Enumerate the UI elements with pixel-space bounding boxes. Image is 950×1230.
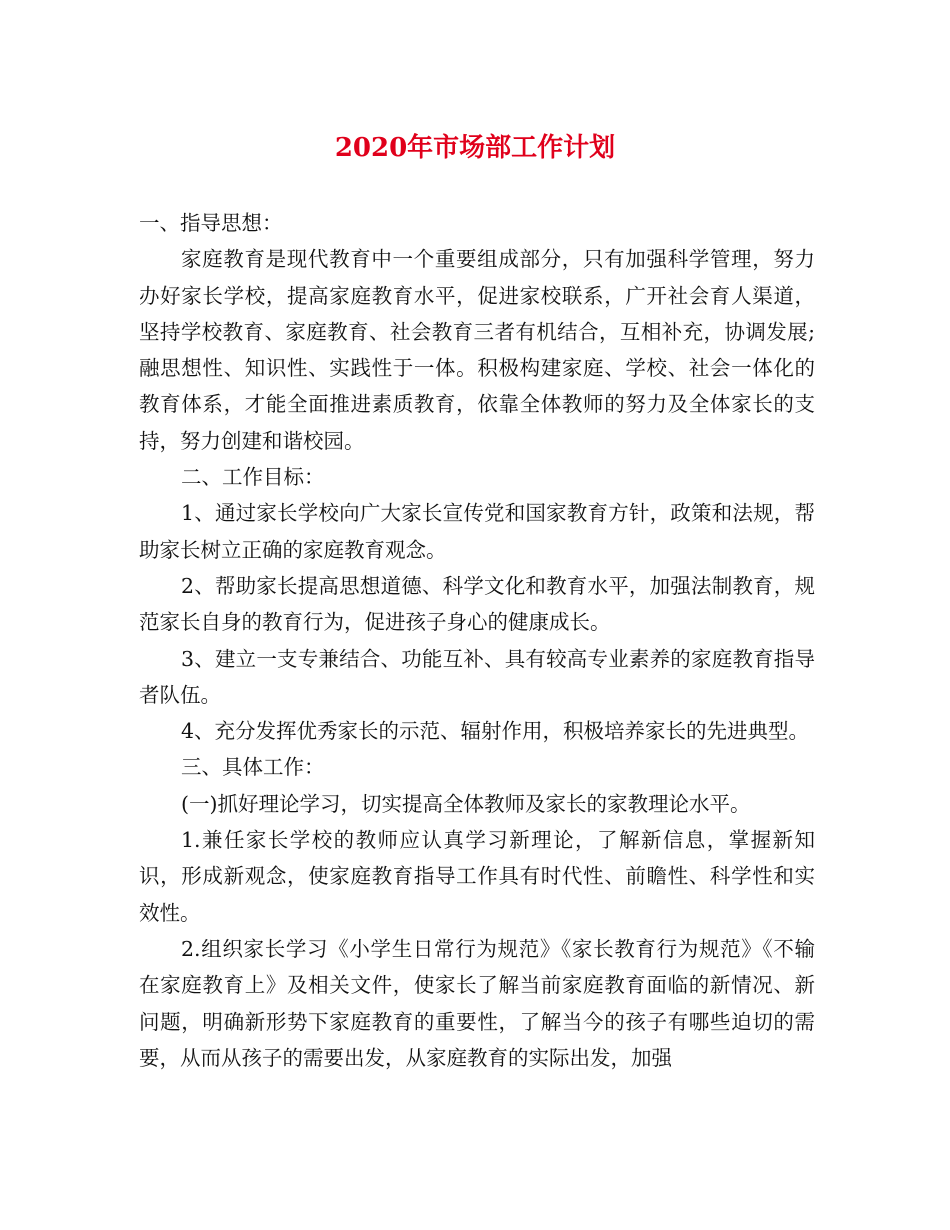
paragraph-goal-4: 4、充分发挥优秀家长的示范、辐射作用，积极培养家长的先进典型。 bbox=[181, 719, 810, 744]
document-body bbox=[139, 205, 815, 1076]
paragraph-subheading-theory: (一)抓好理论学习，切实提高全体教师及家长的家教理论水平。 bbox=[181, 791, 751, 816]
paragraph-heading-work-goals: 二、工作目标： bbox=[181, 465, 325, 490]
paragraph-heading-specific-work: 三、具体工作： bbox=[181, 755, 325, 780]
paragraph-goal-1: 1、通过家长学校向广大家长宣传党和国家教育方针，政策和法规，帮助家长树立正确的家庭教育观念。 bbox=[139, 501, 815, 562]
document-title: 2020年市场部工作计划 bbox=[334, 133, 616, 163]
paragraph: 家庭教育是现代教育中一个重要组成部分，只有加强科学管理，努力办好家长学校，提高家庭教育水平，促进家校联系，广开社会育人渠道，坚持学校教育、家庭教育、社会教育三者有机结合，互相补充，协调发展;融思想性、知识性、实践性于一体。积极构建家庭、学校、社会一体化的教育体系，才能全面推进素质教育，依靠全体教师的努力及全体家长的支持，努力创建和谐校园。 bbox=[139, 247, 815, 453]
paragraph-goal-3: 3、建立一支专兼结合、功能互补、具有较高专业素养的家庭教育指导者队伍。 bbox=[139, 646, 815, 707]
paragraph-goal-2: 2、帮助家长提高思想道德、科学文化和教育水平，加强法制教育，规范家长自身的教育行为，促进孩子身心的健康成长。 bbox=[139, 573, 815, 635]
paragraph-heading-guiding-thought: 一、指导思想： bbox=[139, 211, 283, 235]
paragraph-item-1: 1.兼任家长学校的教师应认真学习新理论，了解新信息，掌握新知识，形成新观念，使家庭教育指导工作具有时代性、前瞻性、科学性和实效性。 bbox=[139, 828, 815, 925]
paragraph-item-2: 2.组织家长学习《小学生日常行为规范》《家长教育行为规范》《不输在家庭教育上》及相关文件，使家长了解当前家庭教育面临的新情况、新问题，明确新形势下家庭教育的重要性，了解当今的孩子有哪些迫切的需要，从而从孩子的需要出发，从家庭教育的实际出发，加强 bbox=[139, 936, 815, 1070]
